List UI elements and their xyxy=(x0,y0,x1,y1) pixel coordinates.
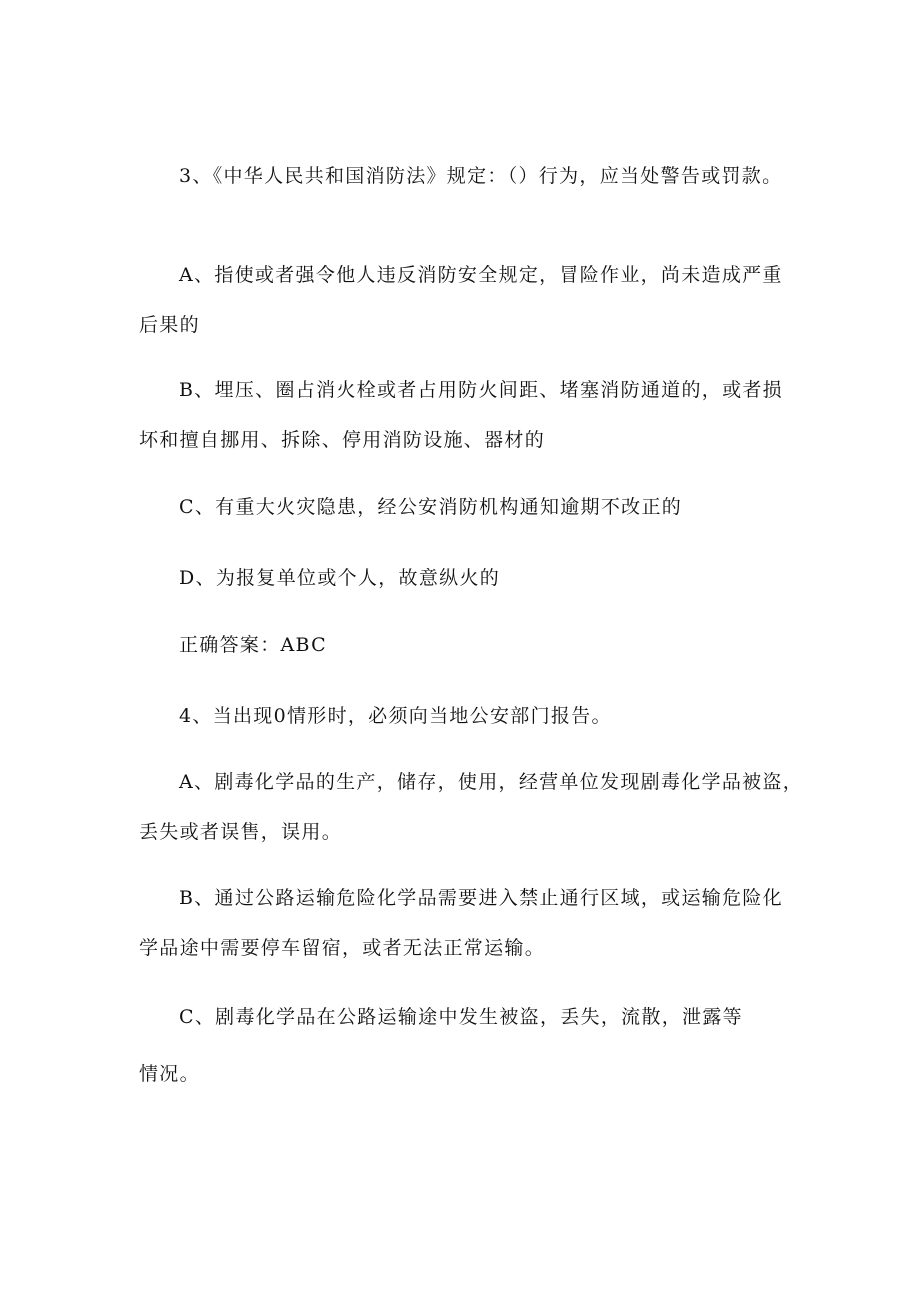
q3-option-c: C、有重大火灾隐患，经公安消防机构通知逾期不改正的 xyxy=(179,496,683,518)
q3-option-a-line1: A、指使或者强令他人违反消防安全规定，冒险作业，尚未造成严重 xyxy=(179,264,783,286)
q4-option-a-line2: 丢失或者误售，误用。 xyxy=(139,821,343,843)
q4-option-a-line1: A、剧毒化学品的生产，储存，使用，经营单位发现剧毒化学品被盗， xyxy=(179,771,804,793)
q4-option-c-line1: C、剧毒化学品在公路运输途中发生被盗，丢失，流散，泄露等 xyxy=(179,1006,743,1028)
q3-answer: 正确答案：ABC xyxy=(179,634,327,656)
q3-option-b-line2: 坏和擅自挪用、拆除、停用消防设施、器材的 xyxy=(139,429,546,451)
q3-question: 3、《中华人民共和国消防法》规定：（）行为，应当处警告或罚款。 xyxy=(179,165,783,187)
q4-option-c-line2: 情况。 xyxy=(139,1063,200,1085)
q3-option-d: D、为报复单位或个人，故意纵火的 xyxy=(179,567,501,589)
q4-option-b-line2: 学品途中需要停车留宿，或者无法正常运输。 xyxy=(139,937,546,959)
q4-option-b-line1: B、通过公路运输危险化学品需要进入禁止通行区域，或运输危险化 xyxy=(179,887,783,909)
q4-question: 4、当出现0情形时，必须向当地公安部门报告。 xyxy=(179,705,612,727)
q3-option-a-line2: 后果的 xyxy=(139,314,200,336)
q3-option-b-line1: B、埋压、圈占消火栓或者占用防火间距、堵塞消防通道的，或者损 xyxy=(179,379,783,401)
